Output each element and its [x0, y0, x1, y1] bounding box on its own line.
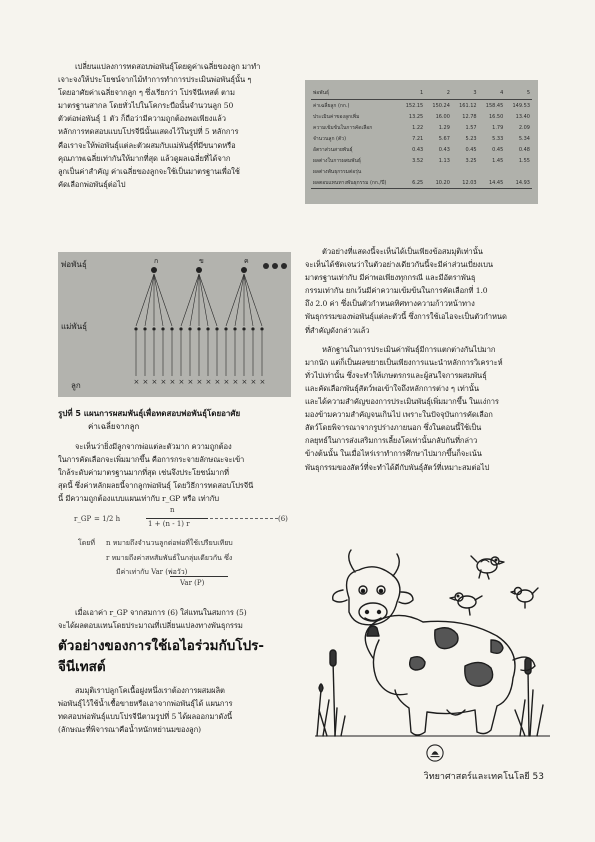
table-cell: 13.25 — [408, 113, 424, 120]
dam-node — [260, 327, 263, 330]
table-cell: 16.00 — [435, 113, 450, 120]
table-cell: 149.53 — [512, 102, 530, 109]
table-cell — [505, 166, 532, 177]
table-row-label: ผลต่างในการผสมพันธุ์ — [313, 157, 361, 164]
table-row — [311, 100, 532, 112]
paragraph-line: (ลักษณะที่พิจารณาคือน้ำหนักหย่านมของลูก) — [58, 725, 201, 735]
progeny-mark: × — [196, 378, 203, 386]
table-row — [311, 111, 532, 122]
progeny-mark: × — [142, 378, 149, 386]
sire-dam-line — [235, 274, 244, 326]
progeny-mark: × — [232, 378, 239, 386]
leader-line — [210, 518, 278, 519]
results-table — [311, 87, 532, 189]
paragraph-line: ตัวอย่างที่แสดงนี้จะเห็นได้เป็นเพียงข้อสมมุติเท่านั้น — [322, 247, 483, 256]
table-row-label: ผลตอบแทนทางพันธุกรรม (กก./ปี) — [311, 177, 399, 189]
progeny-mark: × — [187, 378, 194, 386]
progeny-mark: × — [205, 378, 212, 386]
formula-denominator: 1 + (n - 1) r — [148, 520, 190, 528]
bird-icon — [511, 588, 538, 609]
table-cell: 5.33 — [492, 135, 504, 142]
table-row-label: อัตราส่วนสายพันธุ์ — [313, 146, 353, 153]
publisher-logo-icon — [426, 744, 444, 762]
table-cell: 12.78 — [462, 113, 477, 120]
dam-node — [170, 327, 173, 330]
figure-caption — [58, 407, 291, 433]
table-cell: 0.43 — [438, 146, 450, 153]
definition-r-value: มีค่าเท่ากับ Var (พ่อวัว) — [116, 568, 188, 576]
paragraph-line: มาตรฐานเท่ากับ มีค่าพอเพียงทุกกรณี และมีอัตราพันธุ — [305, 273, 476, 283]
table-cell: 161.12 — [459, 102, 477, 109]
progeny-mark: × — [214, 378, 221, 386]
paragraph-line: หลักการทดสอบแบบโปรจีนีนั้นแสดงไว้ในรูปที่ 5 หลักการ — [58, 127, 239, 137]
progeny-row-label: ลูก — [71, 381, 81, 390]
definition-intro: โดยที่ — [78, 539, 96, 547]
table-cell — [399, 166, 426, 177]
caption-line: รูปที่ 5 แผนการผสมพันธุ์เพื่อทดสอบพ่อพันธุ์โดยอาศัย — [58, 409, 241, 418]
table-cell — [425, 166, 452, 177]
sire-dam-line — [199, 274, 208, 326]
paragraph-line: หลักฐานในการประเมินค่าพันธุ์มีการแตกต่างกันไปมาก — [322, 344, 496, 354]
table-cell — [452, 166, 479, 177]
table-cell: 13.40 — [515, 113, 530, 120]
table-cell: 3.25 — [465, 157, 477, 164]
table-cell: 0.45 — [492, 146, 504, 153]
table-row — [311, 122, 532, 133]
table-cell: 12.03 — [452, 177, 479, 189]
table-header-cell: 2 — [425, 87, 452, 100]
paragraph-line: ใกล้ระดับค่ามาตรฐานมากที่สุด เช่นจึงประโยชน์มากที่ — [58, 468, 229, 478]
table-header-cell: พ่อพันธุ์ — [311, 87, 399, 100]
paragraph-line: มากนัก แต่ก็เป็นผลขยายเป็นเพียงการแนะนำหลักการวิเคราะห์ — [305, 357, 503, 367]
sire-dam-line — [226, 274, 244, 326]
sire-dam-line — [244, 274, 253, 326]
sire-letter: ก — [154, 257, 159, 265]
paragraph-line: มาตรฐานสากล โดยทั่วไปในโคกระบือนั้นจำนวนลูก 50 — [58, 101, 234, 111]
dam-node — [242, 327, 245, 330]
paragraph-line: คัดเลือกพ่อพันธุ์ต่อไป — [58, 179, 126, 189]
table-cell: 5.67 — [438, 135, 450, 142]
cow-cartoon-illustration — [315, 540, 550, 740]
sire-dam-line — [244, 274, 262, 326]
table-cell: 5.23 — [465, 135, 477, 142]
table-header-cell: 5 — [505, 87, 532, 100]
table-cell: 150.24 — [432, 102, 450, 109]
dam-node — [134, 327, 137, 330]
left-column-text-4 — [58, 684, 291, 736]
paragraph-line: และได้ความสำคัญของการประเมินพันธุ์เพิ่มมากขึ้น ในแง่การ — [305, 397, 499, 407]
progeny-mark: × — [241, 378, 248, 386]
sire-dam-line — [154, 274, 172, 326]
table-cell: 5.34 — [518, 135, 530, 142]
sire-dam-line — [136, 274, 154, 326]
dam-node — [152, 327, 155, 330]
paragraph-line: เมื่อเอาค่า r_GP จากสมการ (6) ใส่แทนในสมการ (5) — [75, 608, 247, 617]
dam-node — [143, 327, 146, 330]
paragraph-line: ตัวต่อพ่อพันธุ์ 1 ตัว ก็ถือว่ามีความถูกต้องพอเพียงแล้ว — [58, 114, 226, 124]
footer-journal-and-page: วิทยาศาสตร์และเทคโนโลยี 53 — [423, 772, 544, 782]
table-cell: 1.22 — [412, 124, 424, 131]
table-cell: 16.50 — [488, 113, 504, 120]
sire-dam-line — [154, 274, 163, 326]
left-column-text — [58, 60, 291, 191]
table-header-cell: 4 — [479, 87, 506, 100]
table-cell: 10.20 — [425, 177, 452, 189]
table-cell: 0.48 — [518, 146, 530, 153]
sire-letter: ข — [199, 257, 204, 265]
table-header-cell: 3 — [452, 87, 479, 100]
cow-icon — [333, 550, 535, 735]
paragraph-line: ที่สำคัญดังกล่าวแล้ว — [305, 325, 370, 335]
progeny-mark: × — [133, 378, 140, 386]
table-cell — [479, 166, 506, 177]
table-header-cell: 1 — [399, 87, 426, 100]
table-row-label: จำนวนลูก (ตัว) — [313, 135, 347, 142]
table-cell: 1.29 — [438, 124, 450, 131]
correlation-formula — [58, 506, 291, 610]
paragraph-line: ทั่วไปเท่านั้น ซึ่งจะทำให้เกษตรกรและผู้สนใจการผสมพันธุ์ — [305, 370, 487, 380]
dam-node — [233, 327, 236, 330]
table-cell: 14.93 — [505, 177, 532, 189]
progeny-mark: × — [151, 378, 158, 386]
dam-node — [215, 327, 218, 330]
table-cell: 3.52 — [412, 157, 424, 164]
paragraph-line: ข้างต้นนั้น ในเมื่อไหร่เราทำการศึกษาไปมากขึ้นก็จะเน้น — [305, 449, 482, 459]
paragraph-line: สัตว์โดยพิจารณาจากรูปร่างภายนอก ซึ่งในตอนนี้ใช้เป็น — [305, 423, 482, 433]
table-row — [311, 166, 532, 177]
table-row — [311, 155, 532, 166]
paragraph-line: ทดสอบพ่อพันธุ์แบบโปรจีนีตามรูปที่ 5 ได้ผลออกมาดังนี้ — [58, 712, 233, 722]
dam-node — [224, 327, 227, 330]
dam-row-label: แม่พันธุ์ — [61, 322, 88, 331]
progeny-mark: × — [223, 378, 230, 386]
table-cell: 158.45 — [485, 102, 504, 109]
ellipsis-dot — [272, 263, 278, 269]
table-row-label: ประเมินค่าของลูกเพิ่ม — [313, 113, 360, 120]
sire-node — [196, 267, 202, 273]
sire-letter: ค — [244, 257, 249, 265]
ellipsis-dot — [281, 263, 287, 269]
paragraph-line: จะเห็นว่ายิ่งมีลูกจากพ่อแต่ละตัวมาก ความถูกต้อง — [75, 442, 232, 451]
sire-node — [151, 267, 157, 273]
paragraph-line: พันธุกรรมของสัตว์ที่จะทำได้ดีกับพันธุ์สัตว์ที่เหมาะสมต่อไป — [305, 462, 490, 472]
paragraph-line: มองข้ามความสำคัญจนเกินไป เพราะในปัจจุบันการคัดเลือก — [305, 410, 493, 420]
formula-numerator: n — [170, 506, 175, 514]
progeny-mark: × — [160, 378, 167, 386]
paragraph-line: พันธุกรรมของพ่อพันธุ์แต่ละตัวนี้ ซึ่งการใช้เอไอจะเป็นตัวกำหนด — [305, 312, 507, 322]
table-cell: 1.55 — [518, 157, 530, 164]
dam-node — [161, 327, 164, 330]
table-cell: 1.45 — [492, 157, 504, 164]
heading-line: จีนีเทสต์ — [58, 659, 106, 675]
paragraph-line: คุณภาพเฉลี่ยเท่ากันให้มากที่สุด แล้วดูผลเฉลี่ยที่ได้จาก — [58, 153, 231, 163]
sire-dam-line — [145, 274, 154, 326]
heading-line: ตัวอย่างของการใช้เอไอร่วมกับโปร- — [58, 638, 264, 654]
mating-diagram — [58, 252, 291, 397]
table-row-label: ค่าเฉลี่ยลูก (กก.) — [313, 102, 350, 109]
table-cell: 0.45 — [465, 146, 477, 153]
paragraph-line: ในการคัดเลือกจะเพิ่มมากขึ้น คือการกระจายลักษณะจะเข้า — [58, 455, 245, 465]
table-cell: 0.43 — [412, 146, 424, 153]
left-column-text-3 — [58, 606, 291, 632]
table-header-row — [311, 87, 532, 100]
dam-node — [251, 327, 254, 330]
right-column-text — [305, 245, 538, 474]
table-cell: 152.15 — [405, 102, 424, 109]
sire-dam-line — [190, 274, 199, 326]
table-row-label: ผลต่างพันธุกรรมต่อรุ่น — [313, 168, 362, 175]
definition-n: n หมายถึงจำนวนลูกต่อพ่อที่ใช้เปรียบเทียบ — [106, 539, 233, 547]
progeny-mark: × — [259, 378, 266, 386]
paragraph-line: เปลี่ยนแปลงการทดสอบพ่อพันธุ์โดยดูค่าเฉลี่ยของลูก มาทำ — [75, 62, 261, 71]
sire-dam-line — [181, 274, 199, 326]
paragraph-line: กรรมเท่ากัน ยกเว้นมีค่าความเข้มข้นในการคัดเลือกที่ 1.0 — [305, 286, 488, 296]
mating-plan-figure — [58, 252, 291, 397]
fraction-bar — [170, 576, 228, 577]
progeny-mark: × — [250, 378, 257, 386]
table-row — [311, 144, 532, 155]
results-table-panel — [305, 80, 538, 204]
paragraph-line: นี้ มีความถูกต้องแบบแผนเท่ากับ r_GP หรือ เท่ากับ — [58, 494, 219, 504]
bird-icon — [471, 556, 504, 579]
progeny-mark: × — [178, 378, 185, 386]
table-cell: 1.13 — [438, 157, 450, 164]
bird-icon — [450, 593, 482, 615]
table-body — [311, 100, 532, 189]
paragraph-line: ลูกเป็นค่าสำคัญ ค่าเฉลี่ยของลูกจะใช้เป็นมาตรฐานเพื่อใช้ — [58, 166, 240, 176]
table-row — [311, 177, 532, 189]
paragraph-line: โดยอาศัยค่าเฉลี่ยจากลูก ๆ ซึ่งเรียกว่า โปรจีนีเทสต์ ตาม — [58, 88, 235, 98]
dam-node — [206, 327, 209, 330]
table-cell: 6.25 — [399, 177, 426, 189]
definition-r-denominator: Var (P) — [180, 579, 205, 587]
formula-eq: = 1/2 h — [94, 515, 121, 523]
paragraph-line: สุดนี้ ซึ่งค่าหลักผลยนี้จากลูกพ่อพันธุ์ โดยวิธีการทดสอบโปรจีนี — [58, 481, 254, 491]
paragraph-line: สมมุติเราปลูกโคเนื้อฝูงหนึ่งเราต้องการผสมผลิต — [75, 686, 225, 695]
table-row — [311, 133, 532, 144]
dam-node — [179, 327, 182, 330]
table-cell: 7.21 — [412, 135, 424, 142]
caption-line: ค่าเฉลี่ยจากลูก — [88, 422, 140, 431]
table-row-label: ความเข้มข้นในการคัดเลือก — [313, 124, 373, 131]
equation-number: (6) — [278, 515, 288, 523]
dam-node — [197, 327, 200, 330]
paragraph-line: จะเห็นได้ชัดเจนว่าในตัวอย่างเดียวกันนี้จะมีค่าส่วนเบี่ยงเบน — [305, 260, 493, 270]
section-heading — [58, 636, 298, 678]
sire-row-label: พ่อพันธุ์ — [61, 260, 87, 269]
paragraph-line: จะได้ผลตอบแทนโดยประมาณที่เปลี่ยนแปลงทางพันธุกรรม — [58, 621, 243, 631]
sire-node — [241, 267, 247, 273]
formula-lhs: r_GP — [74, 515, 92, 523]
progeny-mark: × — [169, 378, 176, 386]
table-cell: 2.09 — [518, 124, 530, 131]
table-cell: 1.57 — [465, 124, 477, 131]
paragraph-line: ถึง 2.0 ค่า ซึ่งเป็นตัวกำหนดทิศทางความก้าวหน้าทาง — [305, 299, 475, 309]
left-column-text-2 — [58, 440, 291, 505]
paragraph-line: และคัดเลือกพันธุ์สัตว์พอเข้าใจถึงหลักการต่าง ๆ เท่านั้น — [305, 383, 479, 393]
dam-node — [188, 327, 191, 330]
paragraph-line: คือเราจะให้พ่อพันธุ์แต่ละตัวผสมกับแม่พันธุ์ที่มีขนาดหรือ — [58, 140, 236, 150]
paragraph-line: กลยุทธ์ในการส่งเสริมการเลี้ยงโคเท่านั้นกลับกันที่กล่าว — [305, 436, 478, 446]
paragraph-line: เจาะจงให้ประโยชน์จากไม้ทำการทำการประเมินพ่อพันธุ์นั้น ๆ — [58, 75, 252, 85]
table-cell: 14.45 — [479, 177, 506, 189]
definition-r: r หมายถึงค่าสหสัมพันธ์ในกลุ่มเดียวกัน ซึ่ง — [106, 554, 233, 562]
sire-dam-line — [199, 274, 217, 326]
ellipsis-dot — [263, 263, 269, 269]
table-cell: 1.79 — [492, 124, 504, 131]
fraction-bar — [146, 518, 208, 519]
paragraph-line: พ่อพันธุ์ไว้ใช้น้ำเชื้อขายหรือเอาจากพ่อพันธุ์ได้ แผนการ — [58, 699, 233, 709]
